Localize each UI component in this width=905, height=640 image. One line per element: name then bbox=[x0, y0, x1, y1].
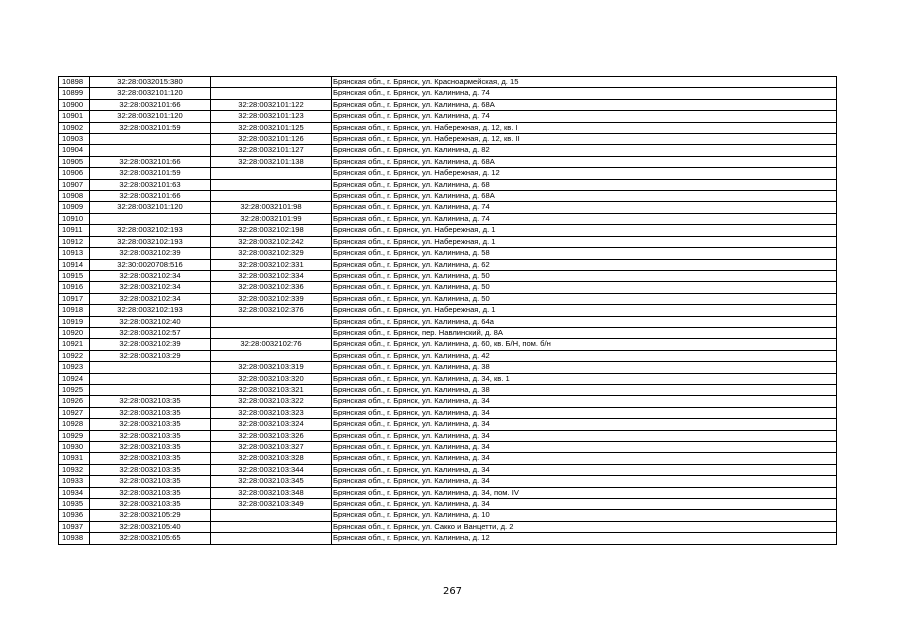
address-cell: Брянская обл., г. Брянск, ул. Калинина, д. 74 bbox=[332, 202, 837, 213]
land-cadastral-number-cell: 32:28:0032101:66 bbox=[90, 99, 211, 110]
row-number-cell: 10924 bbox=[59, 373, 90, 384]
object-cadastral-number-cell: 32:28:0032101:125 bbox=[211, 122, 332, 133]
row-number-cell: 10930 bbox=[59, 442, 90, 453]
row-number-cell: 10937 bbox=[59, 521, 90, 532]
address-cell: Брянская обл., г. Брянск, ул. Калинина, д. 74 bbox=[332, 88, 837, 99]
land-cadastral-number-cell: 32:28:0032103:35 bbox=[90, 476, 211, 487]
table-row bbox=[59, 362, 837, 373]
land-cadastral-number-cell bbox=[90, 134, 211, 145]
land-cadastral-number-cell: 32:28:0032101:120 bbox=[90, 111, 211, 122]
table-row bbox=[59, 339, 837, 350]
row-number-cell: 10901 bbox=[59, 111, 90, 122]
table-row bbox=[59, 464, 837, 475]
land-cadastral-number-cell bbox=[90, 145, 211, 156]
address-cell: Брянская обл., г. Брянск, ул. Набережная, д. 12 bbox=[332, 168, 837, 179]
page-number: 267 bbox=[442, 586, 463, 597]
land-cadastral-number-cell: 32:28:0032105:29 bbox=[90, 510, 211, 521]
address-cell: Брянская обл., г. Брянск, ул. Калинина, д. 34, кв. 1 bbox=[332, 373, 837, 384]
object-cadastral-number-cell: 32:28:0032102:336 bbox=[211, 282, 332, 293]
object-cadastral-number-cell bbox=[211, 88, 332, 99]
land-cadastral-number-cell: 32:28:0032103:29 bbox=[90, 350, 211, 361]
object-cadastral-number-cell: 32:28:0032103:348 bbox=[211, 487, 332, 498]
object-cadastral-number-cell: 32:28:0032101:98 bbox=[211, 202, 332, 213]
table-row bbox=[59, 225, 837, 236]
address-cell: Брянская обл., г. Брянск, ул. Калинина, д. 68 bbox=[332, 179, 837, 190]
address-cell: Брянская обл., г. Брянск, ул. Калинина, д. 34 bbox=[332, 464, 837, 475]
land-cadastral-number-cell bbox=[90, 384, 211, 395]
address-cell: Брянская обл., г. Брянск, ул. Калинина, д. 50 bbox=[332, 282, 837, 293]
land-cadastral-number-cell bbox=[90, 373, 211, 384]
land-cadastral-number-cell: 32:28:0032101:120 bbox=[90, 202, 211, 213]
land-cadastral-number-cell: 32:28:0032102:34 bbox=[90, 293, 211, 304]
address-cell: Брянская обл., г. Брянск, ул. Калинина, д. 34 bbox=[332, 396, 837, 407]
row-number-cell: 10911 bbox=[59, 225, 90, 236]
address-cell: Брянская обл., г. Брянск, ул. Набережная, д. 1 bbox=[332, 225, 837, 236]
land-cadastral-number-cell: 32:28:0032103:35 bbox=[90, 407, 211, 418]
table-row bbox=[59, 430, 837, 441]
address-cell: Брянская обл., г. Брянск, ул. Калинина, д. 68А bbox=[332, 156, 837, 167]
row-number-cell: 10921 bbox=[59, 339, 90, 350]
registry-table bbox=[58, 76, 837, 545]
row-number-cell: 10929 bbox=[59, 430, 90, 441]
table-row bbox=[59, 305, 837, 316]
object-cadastral-number-cell: 32:28:0032102:329 bbox=[211, 248, 332, 259]
table-row bbox=[59, 156, 837, 167]
object-cadastral-number-cell: 32:28:0032101:138 bbox=[211, 156, 332, 167]
table-row bbox=[59, 396, 837, 407]
land-cadastral-number-cell: 32:28:0032102:193 bbox=[90, 236, 211, 247]
row-number-cell: 10928 bbox=[59, 419, 90, 430]
land-cadastral-number-cell: 32:28:0032101:59 bbox=[90, 122, 211, 133]
row-number-cell: 10909 bbox=[59, 202, 90, 213]
object-cadastral-number-cell bbox=[211, 191, 332, 202]
address-cell: Брянская обл., г. Брянск, ул. Калинина, д. 50 bbox=[332, 270, 837, 281]
row-number-cell: 10899 bbox=[59, 88, 90, 99]
land-cadastral-number-cell: 32:28:0032103:35 bbox=[90, 419, 211, 430]
address-cell: Брянская обл., г. Брянск, ул. Калинина, д. 62 bbox=[332, 259, 837, 270]
address-cell: Брянская обл., г. Брянск, ул. Набережная, д. 1 bbox=[332, 236, 837, 247]
object-cadastral-number-cell: 32:28:0032101:126 bbox=[211, 134, 332, 145]
land-cadastral-number-cell bbox=[90, 213, 211, 224]
object-cadastral-number-cell bbox=[211, 77, 332, 88]
table-row bbox=[59, 476, 837, 487]
object-cadastral-number-cell: 32:28:0032102:242 bbox=[211, 236, 332, 247]
table-row bbox=[59, 270, 837, 281]
object-cadastral-number-cell: 32:28:0032102:76 bbox=[211, 339, 332, 350]
object-cadastral-number-cell: 32:28:0032101:127 bbox=[211, 145, 332, 156]
address-cell: Брянская обл., г. Брянск, ул. Калинина, д. 12 bbox=[332, 533, 837, 544]
address-cell: Брянская обл., г. Брянск, ул. Калинина, д. 64а bbox=[332, 316, 837, 327]
row-number-cell: 10912 bbox=[59, 236, 90, 247]
table-row bbox=[59, 99, 837, 110]
object-cadastral-number-cell bbox=[211, 533, 332, 544]
object-cadastral-number-cell: 32:28:0032102:376 bbox=[211, 305, 332, 316]
row-number-cell: 10925 bbox=[59, 384, 90, 395]
address-cell: Брянская обл., г. Брянск, ул. Калинина, д. 42 bbox=[332, 350, 837, 361]
address-cell: Брянская обл., г. Брянск, ул. Калинина, д. 50 bbox=[332, 293, 837, 304]
address-cell: Брянская обл., г. Брянск, ул. Красноармейская, д. 15 bbox=[332, 77, 837, 88]
object-cadastral-number-cell: 32:28:0032103:328 bbox=[211, 453, 332, 464]
address-cell: Брянская обл., г. Брянск, ул. Калинина, д. 74 bbox=[332, 213, 837, 224]
land-cadastral-number-cell: 32:28:0032102:193 bbox=[90, 305, 211, 316]
address-cell: Брянская обл., г. Брянск, ул. Калинина, д. 74 bbox=[332, 111, 837, 122]
object-cadastral-number-cell bbox=[211, 327, 332, 338]
address-cell: Брянская обл., г. Брянск, ул. Калинина, д. 68А bbox=[332, 99, 837, 110]
object-cadastral-number-cell: 32:28:0032101:123 bbox=[211, 111, 332, 122]
object-cadastral-number-cell: 32:28:0032103:322 bbox=[211, 396, 332, 407]
object-cadastral-number-cell bbox=[211, 510, 332, 521]
address-cell: Брянская обл., г. Брянск, ул. Калинина, д. 34 bbox=[332, 442, 837, 453]
land-cadastral-number-cell bbox=[90, 362, 211, 373]
object-cadastral-number-cell: 32:28:0032102:331 bbox=[211, 259, 332, 270]
row-number-cell: 10908 bbox=[59, 191, 90, 202]
row-number-cell: 10903 bbox=[59, 134, 90, 145]
address-cell: Брянская обл., г. Брянск, ул. Калинина, д. 82 bbox=[332, 145, 837, 156]
address-cell: Брянская обл., г. Брянск, ул. Калинина, д. 38 bbox=[332, 362, 837, 373]
object-cadastral-number-cell: 32:28:0032103:345 bbox=[211, 476, 332, 487]
row-number-cell: 10898 bbox=[59, 77, 90, 88]
address-cell: Брянская обл., г. Брянск, ул. Калинина, д. 34 bbox=[332, 499, 837, 510]
table-row bbox=[59, 384, 837, 395]
address-cell: Брянская обл., г. Брянск, ул. Калинина, д. 34 bbox=[332, 476, 837, 487]
land-cadastral-number-cell: 32:28:0032105:40 bbox=[90, 521, 211, 532]
table-row bbox=[59, 510, 837, 521]
table-row bbox=[59, 407, 837, 418]
row-number-cell: 10915 bbox=[59, 270, 90, 281]
object-cadastral-number-cell: 32:28:0032103:327 bbox=[211, 442, 332, 453]
table-row bbox=[59, 350, 837, 361]
address-cell: Брянская обл., г. Брянск, ул. Калинина, д. 38 bbox=[332, 384, 837, 395]
land-cadastral-number-cell: 32:28:0032102:34 bbox=[90, 270, 211, 281]
row-number-cell: 10916 bbox=[59, 282, 90, 293]
row-number-cell: 10918 bbox=[59, 305, 90, 316]
address-cell: Брянская обл., г. Брянск, ул. Калинина, д. 34 bbox=[332, 407, 837, 418]
table-row bbox=[59, 248, 837, 259]
land-cadastral-number-cell: 32:28:0032103:35 bbox=[90, 453, 211, 464]
row-number-cell: 10931 bbox=[59, 453, 90, 464]
address-cell: Брянская обл., г. Брянск, ул. Калинина, д. 60, кв. Б/Н, пом. б/н bbox=[332, 339, 837, 350]
land-cadastral-number-cell: 32:28:0032015:380 bbox=[90, 77, 211, 88]
table-row bbox=[59, 145, 837, 156]
object-cadastral-number-cell bbox=[211, 168, 332, 179]
object-cadastral-number-cell bbox=[211, 521, 332, 532]
table-row bbox=[59, 77, 837, 88]
address-cell: Брянская обл., г. Брянск, ул. Калинина, д. 68А bbox=[332, 191, 837, 202]
table-row bbox=[59, 316, 837, 327]
object-cadastral-number-cell: 32:28:0032101:122 bbox=[211, 99, 332, 110]
table-row bbox=[59, 282, 837, 293]
table-row bbox=[59, 293, 837, 304]
table-row bbox=[59, 499, 837, 510]
table-row bbox=[59, 487, 837, 498]
table-row bbox=[59, 442, 837, 453]
table-row bbox=[59, 111, 837, 122]
object-cadastral-number-cell: 32:28:0032103:321 bbox=[211, 384, 332, 395]
land-cadastral-number-cell: 32:28:0032103:35 bbox=[90, 487, 211, 498]
table-row bbox=[59, 122, 837, 133]
land-cadastral-number-cell: 32:28:0032102:40 bbox=[90, 316, 211, 327]
row-number-cell: 10913 bbox=[59, 248, 90, 259]
address-cell: Брянская обл., г. Брянск, ул. Калинина, д. 34 bbox=[332, 430, 837, 441]
land-cadastral-number-cell: 32:28:0032103:35 bbox=[90, 430, 211, 441]
table-row bbox=[59, 327, 837, 338]
table-row bbox=[59, 168, 837, 179]
address-cell: Брянская обл., г. Брянск, ул. Набережная, д. 12, кв. II bbox=[332, 134, 837, 145]
land-cadastral-number-cell: 32:28:0032102:34 bbox=[90, 282, 211, 293]
row-number-cell: 10920 bbox=[59, 327, 90, 338]
land-cadastral-number-cell: 32:28:0032103:35 bbox=[90, 396, 211, 407]
row-number-cell: 10932 bbox=[59, 464, 90, 475]
table-row bbox=[59, 521, 837, 532]
object-cadastral-number-cell: 32:28:0032103:320 bbox=[211, 373, 332, 384]
address-cell: Брянская обл., г. Брянск, ул. Набережная, д. 1 bbox=[332, 305, 837, 316]
land-cadastral-number-cell: 32:28:0032102:193 bbox=[90, 225, 211, 236]
row-number-cell: 10938 bbox=[59, 533, 90, 544]
row-number-cell: 10926 bbox=[59, 396, 90, 407]
row-number-cell: 10919 bbox=[59, 316, 90, 327]
object-cadastral-number-cell: 32:28:0032102:198 bbox=[211, 225, 332, 236]
table-row bbox=[59, 236, 837, 247]
address-cell: Брянская обл., г. Брянск, ул. Калинина, д. 34, пом. IV bbox=[332, 487, 837, 498]
row-number-cell: 10905 bbox=[59, 156, 90, 167]
table-row bbox=[59, 179, 837, 190]
table-row bbox=[59, 213, 837, 224]
row-number-cell: 10914 bbox=[59, 259, 90, 270]
row-number-cell: 10917 bbox=[59, 293, 90, 304]
row-number-cell: 10900 bbox=[59, 99, 90, 110]
object-cadastral-number-cell: 32:28:0032103:323 bbox=[211, 407, 332, 418]
table-row bbox=[59, 259, 837, 270]
address-cell: Брянская обл., г. Брянск, ул. Сакко и Ванцетти, д. 2 bbox=[332, 521, 837, 532]
object-cadastral-number-cell: 32:28:0032103:326 bbox=[211, 430, 332, 441]
row-number-cell: 10934 bbox=[59, 487, 90, 498]
land-cadastral-number-cell: 32:28:0032102:57 bbox=[90, 327, 211, 338]
row-number-cell: 10927 bbox=[59, 407, 90, 418]
object-cadastral-number-cell bbox=[211, 350, 332, 361]
table-row bbox=[59, 88, 837, 99]
land-cadastral-number-cell: 32:28:0032101:66 bbox=[90, 156, 211, 167]
table-row bbox=[59, 191, 837, 202]
object-cadastral-number-cell: 32:28:0032103:349 bbox=[211, 499, 332, 510]
address-cell: Брянская обл., г. Брянск, ул. Калинина, д. 58 bbox=[332, 248, 837, 259]
address-cell: Брянская обл., г. Брянск, ул. Набережная, д. 12, кв. I bbox=[332, 122, 837, 133]
land-cadastral-number-cell: 32:28:0032105:65 bbox=[90, 533, 211, 544]
land-cadastral-number-cell: 32:28:0032101:59 bbox=[90, 168, 211, 179]
address-cell: Брянская обл., г. Брянск, пер. Навлинский, д. 8А bbox=[332, 327, 837, 338]
row-number-cell: 10902 bbox=[59, 122, 90, 133]
row-number-cell: 10923 bbox=[59, 362, 90, 373]
object-cadastral-number-cell: 32:28:0032103:324 bbox=[211, 419, 332, 430]
row-number-cell: 10936 bbox=[59, 510, 90, 521]
table-row bbox=[59, 533, 837, 544]
land-cadastral-number-cell: 32:30:0020708:516 bbox=[90, 259, 211, 270]
row-number-cell: 10922 bbox=[59, 350, 90, 361]
row-number-cell: 10910 bbox=[59, 213, 90, 224]
table-row bbox=[59, 202, 837, 213]
land-cadastral-number-cell: 32:28:0032102:39 bbox=[90, 339, 211, 350]
land-cadastral-number-cell: 32:28:0032103:35 bbox=[90, 464, 211, 475]
land-cadastral-number-cell: 32:28:0032103:35 bbox=[90, 442, 211, 453]
row-number-cell: 10904 bbox=[59, 145, 90, 156]
table-row bbox=[59, 453, 837, 464]
row-number-cell: 10935 bbox=[59, 499, 90, 510]
row-number-cell: 10933 bbox=[59, 476, 90, 487]
object-cadastral-number-cell: 32:28:0032101:99 bbox=[211, 213, 332, 224]
address-cell: Брянская обл., г. Брянск, ул. Калинина, д. 34 bbox=[332, 453, 837, 464]
address-cell: Брянская обл., г. Брянск, ул. Калинина, д. 10 bbox=[332, 510, 837, 521]
object-cadastral-number-cell: 32:28:0032103:319 bbox=[211, 362, 332, 373]
row-number-cell: 10906 bbox=[59, 168, 90, 179]
registry-table-body bbox=[59, 77, 837, 545]
land-cadastral-number-cell: 32:28:0032103:35 bbox=[90, 499, 211, 510]
address-cell: Брянская обл., г. Брянск, ул. Калинина, д. 34 bbox=[332, 419, 837, 430]
table-row bbox=[59, 373, 837, 384]
table-row bbox=[59, 134, 837, 145]
object-cadastral-number-cell bbox=[211, 316, 332, 327]
object-cadastral-number-cell bbox=[211, 179, 332, 190]
land-cadastral-number-cell: 32:28:0032102:39 bbox=[90, 248, 211, 259]
land-cadastral-number-cell: 32:28:0032101:120 bbox=[90, 88, 211, 99]
land-cadastral-number-cell: 32:28:0032101:63 bbox=[90, 179, 211, 190]
object-cadastral-number-cell: 32:28:0032102:334 bbox=[211, 270, 332, 281]
row-number-cell: 10907 bbox=[59, 179, 90, 190]
object-cadastral-number-cell: 32:28:0032102:339 bbox=[211, 293, 332, 304]
table-row bbox=[59, 419, 837, 430]
land-cadastral-number-cell: 32:28:0032101:66 bbox=[90, 191, 211, 202]
object-cadastral-number-cell: 32:28:0032103:344 bbox=[211, 464, 332, 475]
